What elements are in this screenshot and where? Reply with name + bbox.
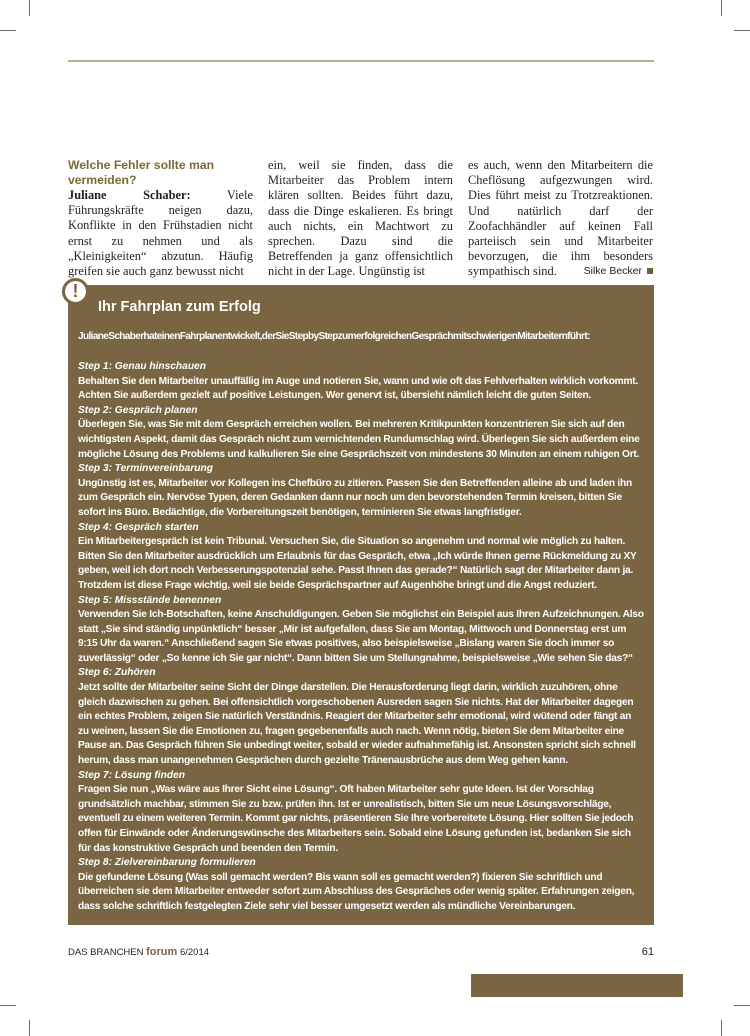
step-item xyxy=(78,856,644,914)
step-item xyxy=(78,594,644,667)
step-body: Verwenden Sie Ich-Botschaften, keine Anschuldigungen. Geben Sie möglichst ein Beispiel aus Ihren Aufzeichnungen. Also statt „Sie sind ständig unpünktlich“ besser „Mir ist aufgefallen, dass Sie am Montag, Mittwoch und Donnerstag erst um 9:15 Uhr da waren.“ Anschließend sagen Sie etwas positives, also beispielsweise „Bislang waren Sie doch immer so zuverlässig“ oder „So kenne ich Sie gar nicht“. Dann bitten Sie um Stellungnahme, beispielsweise „Wie sehen Sie das?“ xyxy=(78,609,644,664)
interview-question: Welche Fehler sollte man vermeiden? xyxy=(68,158,215,187)
step-heading: Step 7: Lösung finden xyxy=(78,769,185,781)
crop-mark xyxy=(29,0,30,16)
crop-mark xyxy=(0,1005,16,1006)
step-heading: Step 5: Missstände benennen xyxy=(78,594,222,606)
step-item xyxy=(78,404,644,462)
end-mark-icon xyxy=(647,268,653,274)
step-heading: Step 3: Terminvereinbarung xyxy=(78,463,213,475)
info-box-title: Ihr Fahrplan zum Erfolg xyxy=(98,299,261,315)
info-box xyxy=(68,285,654,925)
crop-mark xyxy=(0,30,16,31)
article-text: es auch, wenn den Mitarbeitern die Cheflösung aufgezwungen wird. Dies führt meist zu Trotzreaktionen. Und natürlich darf der Zoofachhändler auf keinen Fall parteiisch sein und Mitarbeiter bevorzugen, die ihm besonders sympathisch sind. xyxy=(468,158,653,279)
page-footer xyxy=(68,946,654,958)
step-item xyxy=(78,360,644,404)
step-heading: Step 2: Gespräch planen xyxy=(78,404,198,416)
article-column-3 xyxy=(468,158,653,280)
crop-mark xyxy=(734,30,750,31)
article-columns xyxy=(68,158,654,280)
footer-color-bar xyxy=(471,974,683,997)
exclamation-icon: ! xyxy=(62,278,89,305)
crop-mark xyxy=(721,1020,722,1036)
step-body: Behalten Sie den Mitarbeiter unauffällig im Auge und notieren Sie, wann und wie oft das Fehlverhalten wirklich vorkommt. Achten Sie außerdem gezielt auf positive Leistungen. Wer genervt ist, übersieht nämlich leicht die guten Seiten. xyxy=(78,375,639,402)
article-column-1 xyxy=(68,158,253,280)
step-item xyxy=(78,769,644,857)
step-heading: Step 4: Gespräch starten xyxy=(78,521,199,533)
article-text: ein, weil sie finden, dass die Mitarbeiter das Problem intern klären sollten. Beides führt dazu, dass die Dinge eskalieren. Es bringt auch nichts, ein Machtwort zu sprechen. Dazu sind die Betreffenden ja ganz offensichtlich nicht in der Lage. Ungünstig ist xyxy=(268,158,453,279)
step-body: Fragen Sie nun „Was wäre aus Ihrer Sicht eine Lösung“. Oft haben Mitarbeiter sehr gute Ideen. Ist der Vorschlag grundsätzlich machbar, stimmen Sie zu bzw. prüfen ihn. Ist er unrealistisch, bitten Sie um neue Lösungsvorschläge, eventuell zu einem weiteren Termin. Kommt gar nichts, präsentieren Sie Ihre vorbereitete Lösung. Hier sollten Sie jedoch offen für Einwände oder Änderungswünsche des Mitarbeiters sein. Sobald eine Lösung gefunden ist, bedanken Sie sich für das konstruktive Gespräch und beenden den Termin. xyxy=(78,784,634,854)
step-body: Die gefundene Lösung (Was soll gemacht werden? Bis wann soll es gemacht werden?) fixieren Sie schriftlich und überreichen sie dem Mitarbeiter entweder sofort zum Abschluss des Gespräches oder wenig später. Erfahrungen zeigen, dass solche schriftlich festgelegten Ziele sehr viel besser umgesetzt werden als mündliche Vereinbarungen. xyxy=(78,871,635,912)
step-body: Überlegen Sie, was Sie mit dem Gespräch erreichen wollen. Bei mehreren Kritikpunkten konzentrieren Sie sich auf den wichtigsten Aspekt, damit das Gespräch nicht zum vernichtenden Rundumschlag wird. Überlegen Sie sich außerdem eine mögliche Lösung des Problems und kalkulieren Sie eine Gesprächszeit von mindestens 30 Minuten an einem ruhigen Ort. xyxy=(78,419,640,460)
page-number: 61 xyxy=(641,946,654,958)
crop-mark xyxy=(29,1020,30,1036)
header-rule xyxy=(68,60,654,62)
step-item xyxy=(78,666,644,768)
speaker-name: Juliane Schaber: xyxy=(68,188,191,202)
step-body: Jetzt sollte der Mitarbeiter seine Sicht der Dinge darstellen. Die Herausforderung liegt darin, wirklich zuzuhören, ohne gleich dazwischen zu gehen. Bei offensichtlich vorgeschobenen Ausreden sagen Sie nichts. Hat der Mitarbeiter dagegen ein echtes Problem, zeigen Sie natürlich Verständnis. Reagiert der Mitarbeiter sehr emotional, wird wütend oder fängt an zu weinen, lassen Sie die Emotionen zu, fragen gegebenenfalls auch nach. Wenn nötig, bieten Sie dem Mitarbeiter eine Pause an. Das Gespräch führen Sie unbedingt weiter, sobald er wieder aufnahmefähig ist. Ansonsten spricht sich schnell herum, dass man unangenehmen Gesprächen durch gezielte Tränenausbrüche aus dem Weg gehen kann. xyxy=(78,682,636,767)
magazine-name: DAS BRANCHEN forum 6/2014 xyxy=(68,946,210,958)
article-column-2 xyxy=(268,158,453,280)
step-body: Ein Mitarbeitergespräch ist kein Tribunal. Versuchen Sie, die Situation so angenehm und normal wie möglich zu halten. Bitten Sie den Mitarbeiter ausdrücklich um Erlaubnis für das Gespräch, etwa „Ich würde Ihnen gerne Rückmeldung zu XY geben, weil ich dort noch Verbesserungspotenzial sehe. Passt Ihnen das gerade?“ Natürlich sagt der Mitarbeiter dann ja. Trotzdem ist diese Frage wichtig, weil sie beide Gesprächspartner auf Augenhöhe bringt und die Angst reduziert. xyxy=(78,536,637,591)
step-heading: Step 1: Genau hinschauen xyxy=(78,361,206,372)
step-item xyxy=(78,521,644,594)
step-heading: Step 6: Zuhören xyxy=(78,667,156,679)
step-heading: Step 8: Zielvereinbarung formulieren xyxy=(78,857,256,869)
step-item xyxy=(78,462,644,520)
info-box-subtitle: JulianeSchaberhateinenFahrplanentwickelt,derSieStepbyStepzumerfolgreichenGesprächmitschwierigenMitarbeiternführt: xyxy=(78,331,590,342)
steps-list xyxy=(78,360,644,915)
author-signature: Silke Becker xyxy=(584,264,653,279)
step-body: Ungünstig ist es, Mitarbeiter vor Kollegen ins Chefbüro zu zitieren. Passen Sie den Betreffenden alleine ab und laden ihn zum Gespräch ein. Nervöse Typen, deren Gedanken dann nur noch um den bevorstehenden Termin kreisen, bitten Sie sofort ins Büro. Bedächtige, die Vorbereitungszeit benötigen, terminieren Sie etwas langfristiger. xyxy=(78,477,632,518)
crop-mark xyxy=(721,0,722,16)
crop-mark xyxy=(734,1005,750,1006)
article-text: Viele Führungskräfte neigen dazu, Konflikte in den Frühstadien nicht ernst zu nehmen und als „Kleinigkeiten“ abzutun. Häufig greifen sie auch ganz bewusst nicht xyxy=(68,188,253,279)
